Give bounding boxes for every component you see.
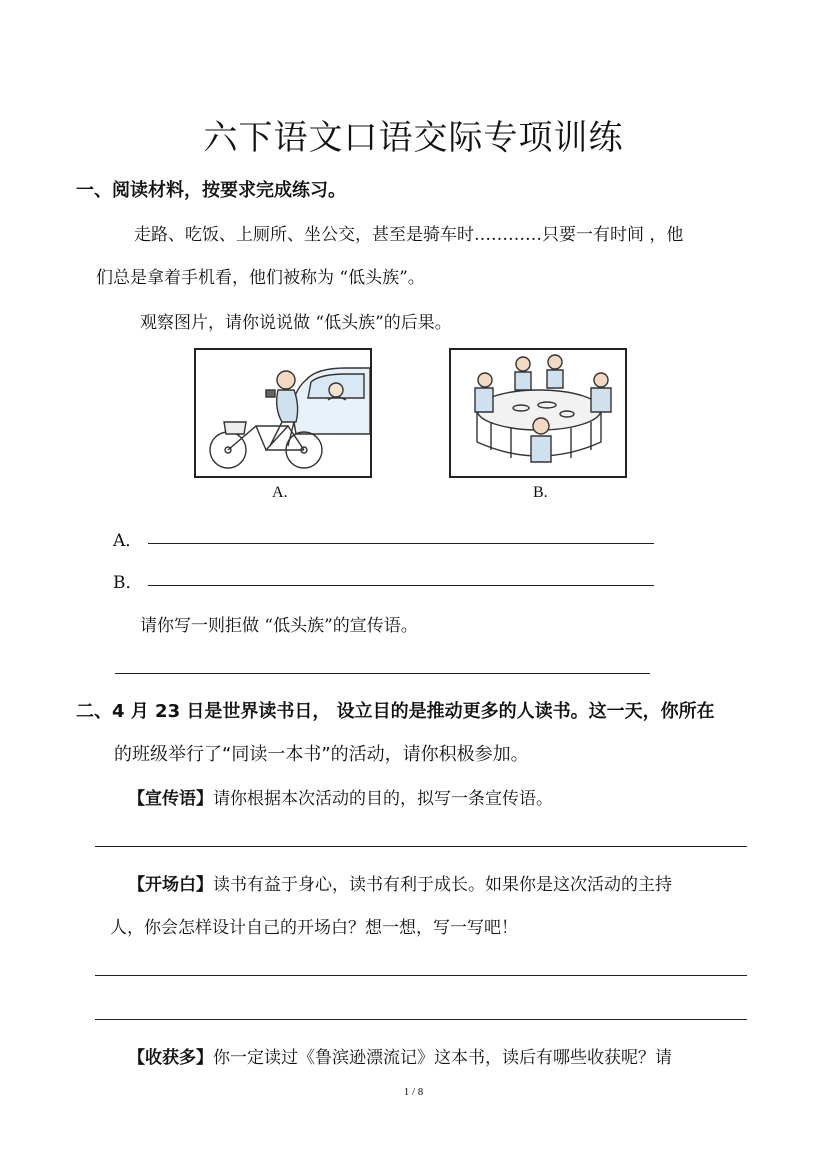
illustration-a-cyclist-phone [194,348,372,478]
page-title: 六下语文口语交际专项训练 [203,118,624,158]
opening-prompt-line2: 人，你会怎样设计自己的开场白？想一想，写一写吧！ [110,918,518,938]
slogan-text: 请你根据本次活动的目的，拟写一条宣传语。 [213,789,553,809]
harvest-text: 你一定读过《鲁滨逊漂流记》这本书，读后有哪些收获呢？请 [213,1048,672,1068]
harvest-tag: 【收获多】 [128,1048,213,1068]
cyclist-illustration [196,350,370,476]
harvest-prompt [128,1043,672,1068]
illustration-a-caption: A. [272,484,288,501]
answer-b-label: B． [113,573,143,593]
page-number: 1 / 8 [403,1086,424,1098]
answer-b-line[interactable] [148,585,654,586]
answer-a-line[interactable] [148,543,654,544]
answer-a-label: A． [113,531,143,551]
section1-prompt-observe: 观察图片，请你说说做 “低头族”的后果。 [140,313,452,333]
illustration-b-caption: B. [533,484,548,501]
opening-prompt-line1 [128,870,672,895]
slogan-write-line[interactable] [95,846,747,847]
section1-heading: 一、阅读材料，按要求完成练习。 [76,180,346,201]
section1-prompt-slogan: 请你写一则拒做 “低头族”的宣传语。 [140,616,418,636]
dinner-illustration [451,350,625,476]
section2-heading-line2: 的班级举行了“同读一本书”的活动，请你积极参加。 [114,744,529,765]
slogan-tag: 【宣传语】 [128,789,213,809]
opening-text1: 读书有益于身心，读书有利于成长。如果你是这次活动的主持 [213,875,672,895]
illustration-b-dinner-table-phones [449,348,627,478]
section1-paragraph-line2: 们总是拿着手机看，他们被称为 “低头族”。 [96,268,425,288]
opening-write-line-2[interactable] [95,1019,747,1020]
opening-write-line-1[interactable] [95,975,747,976]
slogan-prompt [128,784,553,809]
slogan-answer-line[interactable] [115,673,650,674]
section2-heading-line1: 二、4 月 23 日是世界读书日， 设立目的是推动更多的人读书。这一天，你所在 [76,701,715,722]
opening-tag: 【开场白】 [128,875,213,895]
section1-paragraph-line1: 走路、吃饭、上厕所、坐公交，甚至是骑车时…………只要一有时间 ，他 [134,225,684,245]
